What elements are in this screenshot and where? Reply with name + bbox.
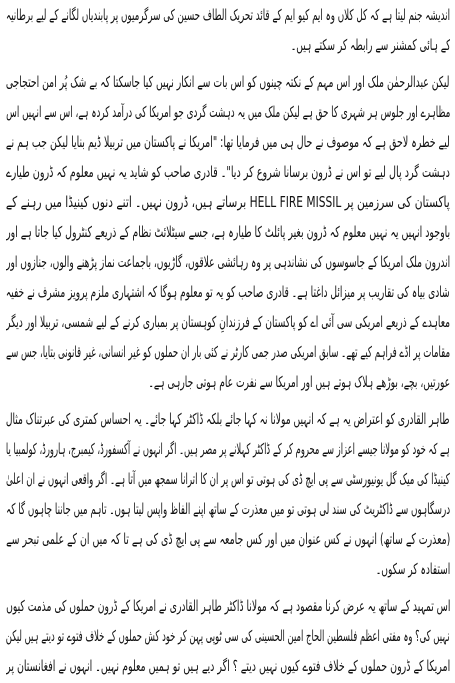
line-text: شادی بیاہ کی تقاریب پر میزائل داغتا ہے۔ قادری صاحب کو یہ تو معلوم ہوگا کہ اشتہاری ملزم پرویز مشرف نے خفیہ [6, 283, 450, 301]
line-text: کینیڈا کی میک گل یونیورسٹی سے پی ایچ ڈی کی ہوتی تو اس پر ان کا اترانا سمجھ میں آتا ہے۔ اگر واقعی انہوں نے ان اعلیٰ [6, 470, 450, 488]
paragraph-4 [6, 591, 450, 681]
line-text: امریکا کے ڈرون حملوں کے خلاف فتوے کیوں نہیں دیتے ؟ اگر دیے ہیں تو ہمیں معلوم نہیں۔ انہوں نے افغانستان پر [6, 657, 450, 675]
text-line [6, 0, 450, 30]
text-line [6, 524, 450, 554]
text-line [6, 307, 450, 337]
text-line [6, 217, 450, 247]
line-text: استفادہ کر سکوں۔ [375, 560, 450, 578]
text-line [6, 157, 450, 187]
paragraph-1 [6, 0, 450, 60]
text-line [6, 367, 450, 397]
line-text: طاہر القادری کو اعتراض یہ ہے کہ انہیں مولانا نہ کہا جائے بلکہ ڈاکٹر کہا جائے۔ یہ احساس کمتری کی عبرتناک مثال [6, 410, 450, 428]
line-text: لیے خطرہ لاحق ہے کہ موصوف نے حال ہی میں فرمایا تھا: "امریکا نے پاکستان میں تربیلا ڈیم بنایا لیکن جب ہم نے [6, 133, 450, 151]
line-text: نہیں کی؟ وہ مفتی اعظم فلسطین الحاج امین الحسینی کی سی ٹوپی پہن کر خود کش حملوں کے خلاف فتوے تو دیتے ہیں لیکن [6, 627, 450, 645]
text-line [6, 67, 450, 97]
line-text: عورتیں، بچے، بوڑھے ہلاک ہوتے ہیں اور امریکا سے نفرت عام ہوتی جارہی ہے۔ [148, 373, 450, 391]
text-line [6, 494, 450, 524]
text-line [6, 247, 450, 277]
line-text: اس تمہید کے ساتھ یہ عرض کرنا مقصود ہے کہ مولانا ڈاکٹر طاہر القادری نے امریکا کے ڈرون حملوں کی مذمت کیوں [6, 597, 450, 615]
line-text: باوجود انہیں یہ نہیں معلوم کہ ڈرون بغیر پائلٹ کا طیارہ ہے، جسے سیٹلائٹ نظام کے ذریعے کنٹرول کیا جاتا ہے اور [6, 223, 450, 241]
text-line [6, 337, 450, 367]
paragraph-2 [6, 67, 450, 397]
text-line [6, 651, 450, 681]
text-line [6, 464, 450, 494]
line-text: اندیشہ جنم لیتا ہے کہ کل کلاں وہ ایم کیو ایم کے قائد تحریک الطاف حسین کی سرگرمیوں پر پابندیاں لگانے کے لیے برطانیہ [6, 6, 450, 24]
text-line [6, 434, 450, 464]
text-line [6, 127, 450, 157]
line-text: اندرون ملک امریکا کے جاسوسوں کی نشاندہی پر وہ رہائشی علاقوں، گاڑیوں، باجماعت نماز پڑھنے والوں، جنازوں اور [6, 253, 450, 271]
line-text: ہے کہ خود کو مولانا جیسے اعزاز سے محروم کر کے ڈاکٹر کہلانے پر مصر ہیں۔ اگر انہوں نے آکسفورڈ، کیمبرج، ہارورڈ، کولمبیا یا [6, 440, 450, 458]
line-text: (معذرت کے ساتھ) انہوں نے کس عنوان میں اور کس جامعہ سے پی ایچ ڈی کی ہے تا کہ میں ان کے علمی تبحر سے [6, 530, 450, 548]
line-text: مظاہرے اور جلوس ہر شہری کا حق ہے لیکن ملک میں یہ دہشت گردی جو امریکا کی درآمد کردہ ہے، اس سے انہیں اس [6, 103, 450, 121]
line-text: لیکن عبدالرحمٰن ملک اور اس مہم کے نکتہ چینوں کو اس بات سے انکار نہیں کیا جاسکتا کہ بے شک پُر امن احتجاجی [6, 73, 450, 91]
text-line [6, 97, 450, 127]
line-text: معاہدے کے ذریعے امریکی سی آئی اے کو پاکستان کے فرزندانِ کوہستان پر بمباری کرنے کے لیے شمسی، تربیلا اور دیگر [6, 313, 450, 331]
line-text: دہشت گرد پال لیے تو اس نے ڈرون برسانا شروع کر دیا"۔ قادری صاحب کو شاید یہ نہیں معلوم کہ ڈرون طیارے [6, 163, 450, 181]
line-text: پاکستان کی سرزمین پر HELL FIRE MISSIL برساتے ہیں، ڈرون نہیں۔ اتنے دنوں کینیڈا میں رہنے کے [6, 193, 450, 211]
text-line [6, 277, 450, 307]
text-line [6, 30, 450, 60]
text-line [6, 187, 450, 217]
text-line [6, 404, 450, 434]
line-text: کے ہائی کمشنر سے رابطہ کر سکتے ہیں۔ [290, 36, 450, 54]
text-line [6, 554, 450, 584]
text-line [6, 621, 450, 651]
text-line [6, 591, 450, 621]
line-text: درسگاہوں سے ڈاکٹریٹ کی سند لی ہوتی تو میں معذرت کے ساتھ اپنے الفاظ واپس لیتا ہوں۔ تاہم میں جاننا چاہوں گا کہ [6, 500, 450, 518]
line-text: مقامات پر اڈے فراہم کیے تھے۔ سابق امریکی صدر جمی کارٹر نے کئی بار ان حملوں کو غیر انسانی، غیر قانونی بتایا، جس سے [6, 343, 450, 361]
paragraph-3 [6, 404, 450, 584]
